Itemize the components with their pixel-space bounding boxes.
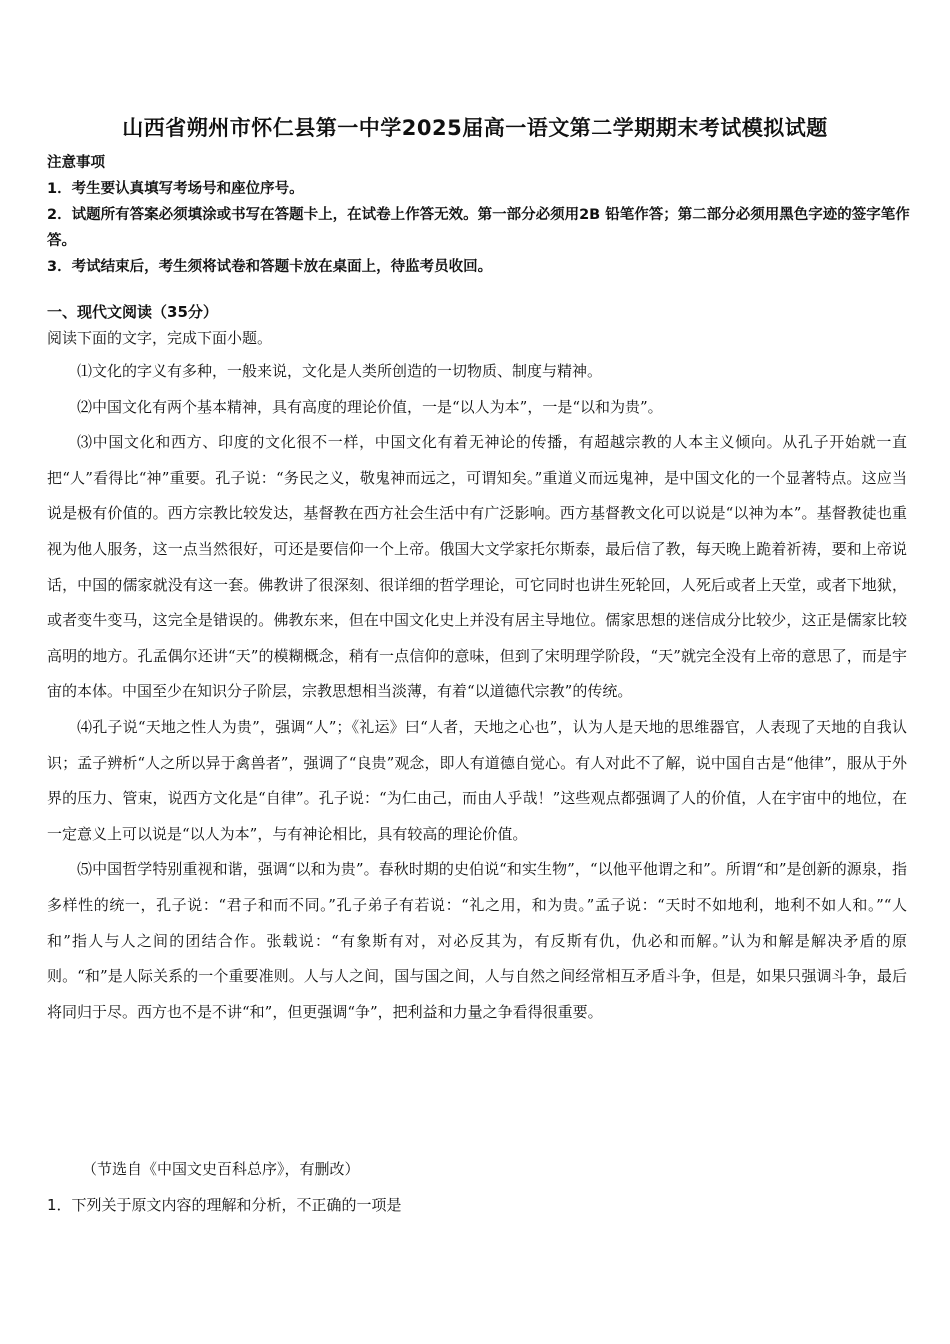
page-title: 山西省朔州市怀仁县第一中学2025届高一语文第二学期期末考试模拟试题 <box>122 116 828 140</box>
passage-paragraph: ⑶中国文化和西方、印度的文化很不一样，中国文化有着无神论的传播，有超越宗教的人本主义倾向。从孔子开始就一直把“人”看得比“神”重要。孔子说：“务民之义，敬鬼神而远之，可谓知矣。”重道义而远鬼神，是中国文化的一个显著特点。这应当说是极有价值的。西方宗教比较发达，基督教在西方社会生活中有广泛影响。西方基督教文化可以说是“以神为本”。基督教徒也重视为他人服务，这一点当然很好，可还是要信仰一个上帝。俄国大文学家托尔斯泰，最后信了教，每天晚上跪着祈祷，要和上帝说话，中国的儒家就没有这一套。佛教讲了很深刻、很详细的哲学理论，可它同时也讲生死轮回，人死后或者上天堂，或者下地狱，或者变牛变马，这完全是错误的。佛教东来，但在中国文化史上并没有居主导地位。儒家思想的迷信成分比较少，这正是儒家比较高明的地方。孔孟偶尔还讲“天”的模糊概念，稍有一点信仰的意味，但到了宋明理学阶段，“天”就完全没有上帝的意思了，而是宇宙的本体。中国至少在知识分子阶层，宗教思想相当淡薄，有着“以道德代宗教”的传统。 <box>47 433 907 701</box>
notice-item: 1．考生要认真填写考场号和座位序号。 <box>47 181 304 197</box>
section-instruction: 阅读下面的文字，完成下面小题。 <box>47 329 273 347</box>
question-1: 1．下列关于原文内容的理解和分析，不正确的一项是 <box>47 1196 402 1214</box>
passage-paragraph: ⑸中国哲学特别重视和谐，强调“以和为贵”。春秋时期的史伯说“和实生物”，“以他平他谓之和”。所谓“和”是创新的源泉，指多样性的统一，孔子说：“君子和而不同。”孔子弟子有若说：“礼之用，和为贵。”孟子说：“天时不如地利，地利不如人和。”“人和”指人与人之间的团结合作。张载说：“有象斯有对，对必反其为，有反斯有仇，仇必和而解。”认为和解是解决矛盾的原则。“和”是人际关系的一个重要准则。人与人之间，国与国之间，人与自然之间经常相互矛盾斗争，但是，如果只强调斗争，最后将同归于尽。西方也不是不讲“和”，但更强调“争”，把利益和力量之争看得很重要。 <box>47 860 907 1021</box>
notice-block <box>47 150 917 280</box>
notice-item: 3．考试结束后，考生须将试卷和答题卡放在桌面上，待监考员收回。 <box>47 259 493 275</box>
notice-item: 2．试题所有答案必须填涂或书写在答题卡上，在试卷上作答无效。第一部分必须用2B 铅笔作答；第二部分必须用黑色字迹的签字笔作答。 <box>47 207 910 249</box>
section-heading: 一、现代文阅读（35分） <box>47 303 218 321</box>
passage-paragraph: ⑴文化的字义有多种，一般来说，文化是人类所创造的一切物质、制度与精神。 <box>77 362 603 380</box>
passage-source: （节选自《中国文史百科总序》，有删改） <box>82 1160 360 1178</box>
notice-heading: 注意事项 <box>47 155 105 171</box>
passage-paragraph: ⑷孔子说“天地之性人为贵”，强调“人”；《礼运》曰“人者，天地之心也”，认为人是天地的思维器官，人表现了天地的自我认识；孟子辨析“人之所以异于禽兽者”，强调了“良贵”观念，即人有道德自觉心。有人对此不了解，说中国自古是“他律”，服从于外界的压力、管束，说西方文化是“自律”。孔子说：“为仁由己，而由人乎哉！”这些观点都强调了人的价值，人在宇宙中的地位，在一定意义上可以说是“以人为本”，与有神论相比，具有较高的理论价值。 <box>47 717 907 843</box>
section-header <box>47 299 917 351</box>
passage-paragraph: ⑵中国文化有两个基本精神，具有高度的理论价值，一是“以人为本”，一是“以和为贵”。 <box>77 397 663 416</box>
reading-passage <box>47 354 907 1030</box>
